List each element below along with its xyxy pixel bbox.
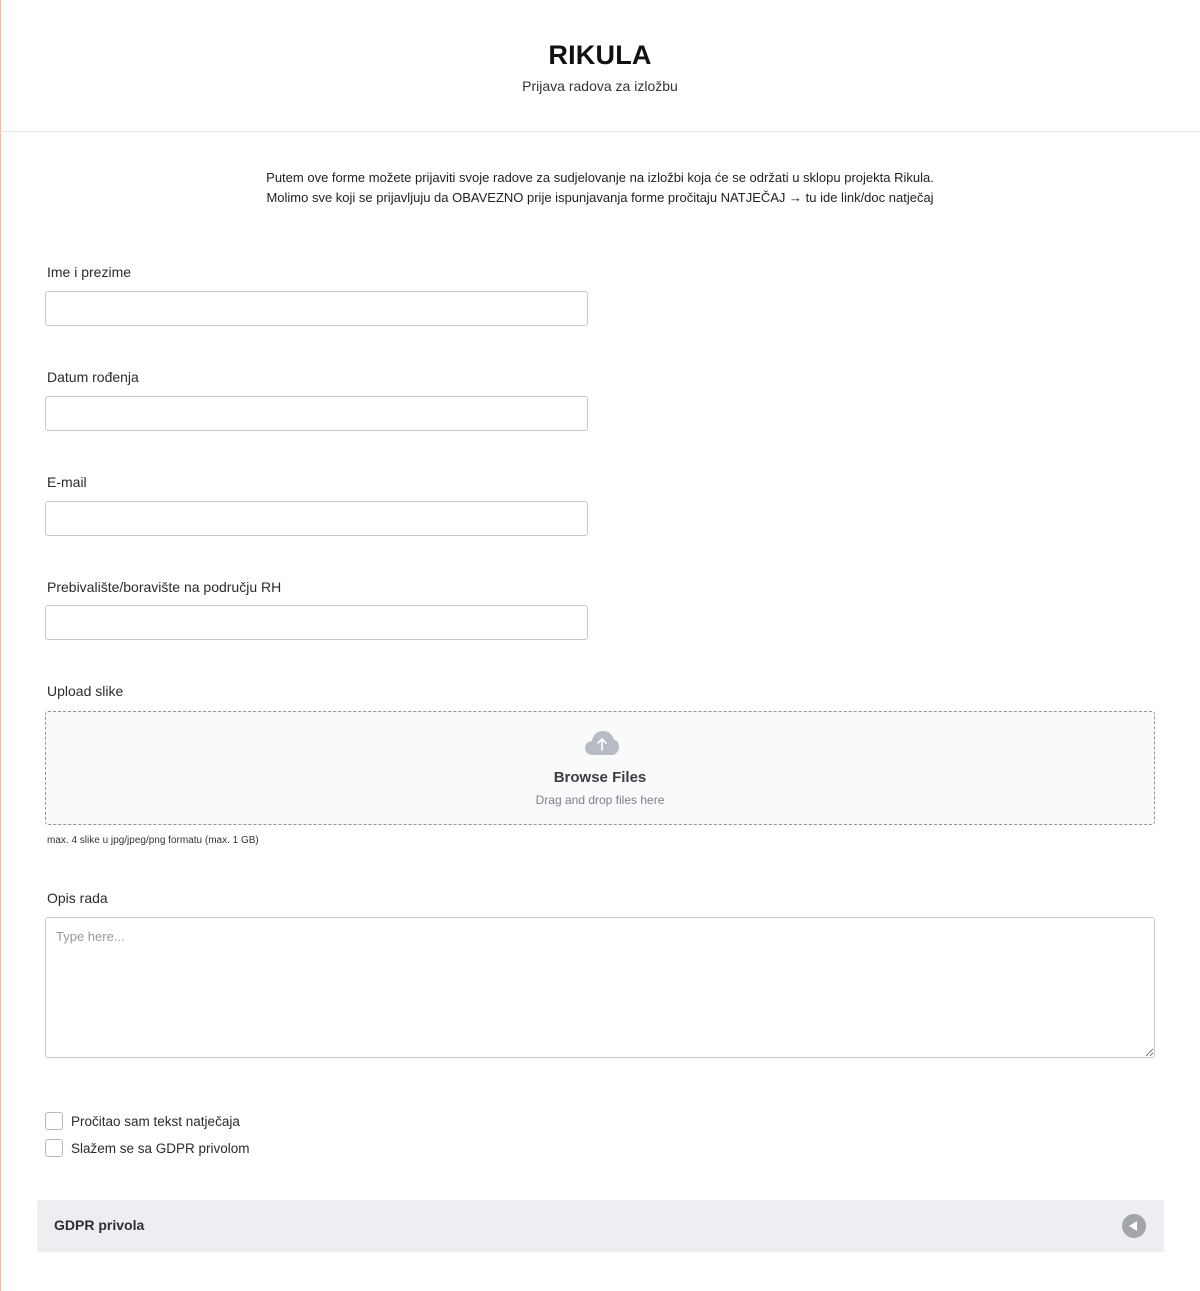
gdpr-checkbox[interactable]	[45, 1139, 63, 1157]
name-input[interactable]	[45, 291, 588, 326]
intro-line-1: Putem ove forme možete prijaviti svoje radove za sudjelovanje na izložbi koja će se održati u sklopu projekta Rikula.	[266, 170, 934, 185]
page-subtitle: Prijava radova za izložbu	[522, 78, 678, 94]
page-title: RIKULA	[548, 40, 652, 70]
intro-text	[0, 168, 1200, 208]
gdpr-checkbox-label: Slažem se sa GDPR privolom	[71, 1140, 250, 1156]
file-dropzone[interactable]	[45, 711, 1155, 825]
read-contest-label: Pročitao sam tekst natječaja	[71, 1113, 240, 1129]
collapse-arrow-icon[interactable]	[1122, 1214, 1146, 1238]
page-header	[0, 0, 1200, 132]
cloud-upload-icon	[584, 730, 620, 756]
description-label: Opis rada	[47, 890, 108, 906]
name-label: Ime i prezime	[47, 264, 132, 280]
gdpr-checkbox-row[interactable]	[45, 1139, 250, 1157]
intro-line-2: Molimo sve koji se prijavljuju da OBAVEZNO prije ispunjavanja forme pročitaju NATJEČAJ → tu ide link/doc natječaj	[266, 190, 934, 205]
residence-input[interactable]	[45, 605, 588, 640]
email-label: E-mail	[47, 474, 87, 490]
upload-label: Upload slike	[47, 683, 124, 699]
upload-limit-hint: max. 4 slike u jpg/jpeg/png formatu (max. 1 GB)	[47, 835, 259, 846]
email-input[interactable]	[45, 501, 588, 536]
residence-label: Prebivalište/boravište na području RH	[47, 579, 282, 595]
gdpr-accordion[interactable]	[37, 1200, 1164, 1252]
gdpr-accordion-title: GDPR privola	[54, 1217, 145, 1233]
drag-drop-hint: Drag and drop files here	[535, 793, 665, 807]
read-contest-checkbox-row[interactable]	[45, 1112, 240, 1130]
birth-date-label: Datum rođenja	[47, 369, 139, 385]
description-textarea[interactable]	[45, 917, 1155, 1058]
browse-files-button[interactable]: Browse Files	[553, 769, 647, 786]
read-contest-checkbox[interactable]	[45, 1112, 63, 1130]
birth-date-input[interactable]	[45, 396, 588, 431]
